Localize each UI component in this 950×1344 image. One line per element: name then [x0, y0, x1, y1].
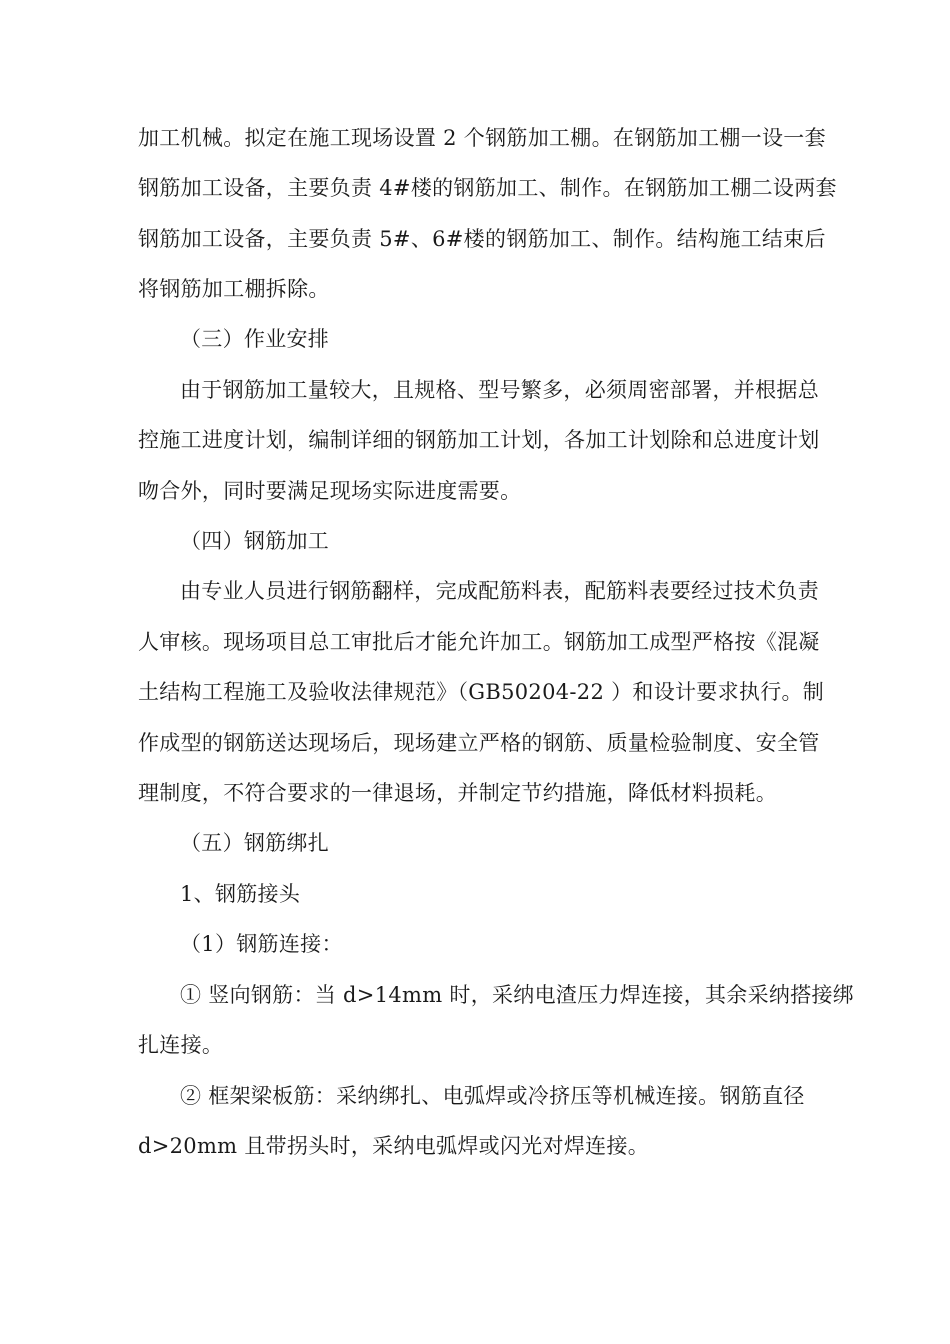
list-item-line: 扎连接。 [138, 1033, 224, 1057]
paragraph-line: 吻合外，同时要满足现场实际进度需要。 [138, 479, 522, 503]
paragraph-line: 土结构工程施工及验收法律规范》（GB50204-22 ）和设计要求执行。制 [138, 680, 825, 704]
paragraph-line: 理制度，不符合要求的一律退场，并制定节约措施，降低材料损耗。 [138, 781, 777, 805]
paragraph-line: 控施工进度计划，编制详细的钢筋加工计划，各加工计划除和总进度计划 [138, 428, 820, 452]
list-item-line: ② 框架梁板筋：采纳绑扎、电弧焊或冷挤压等机械连接。钢筋直径 [180, 1084, 805, 1108]
paragraph-line: 作成型的钢筋送达现场后，现场建立严格的钢筋、质量检验制度、安全管 [138, 731, 820, 755]
paragraph-line: 人审核。现场项目总工审批后才能允许加工。钢筋加工成型严格按《混凝 [138, 630, 820, 654]
paragraph-line: 钢筋加工设备，主要负责 4#楼的钢筋加工、制作。在钢筋加工棚二设两套 [138, 176, 837, 200]
list-item-line: ① 竖向钢筋：当 d>14mm 时，采纳电渣压力焊连接，其余采纳搭接绑 [180, 983, 855, 1007]
paragraph-line: 钢筋加工设备，主要负责 5#、6#楼的钢筋加工、制作。结构施工结束后 [138, 227, 826, 251]
paragraph-line: 由专业人员进行钢筋翻样，完成配筋料表，配筋料表要经过技术负责 [180, 579, 819, 603]
subsection-heading: （1）钢筋连接： [180, 932, 343, 956]
list-item-line: d>20mm 且带拐头时，采纳电弧焊或闪光对焊连接。 [138, 1134, 650, 1158]
section-heading: （三）作业安排 [180, 327, 330, 351]
paragraph-line: 由于钢筋加工量较大，且规格、型号繁多，必须周密部署，并根据总 [180, 378, 819, 402]
section-heading: （四）钢筋加工 [180, 529, 330, 553]
paragraph-line: 加工机械。拟定在施工现场设置 2 个钢筋加工棚。在钢筋加工棚一设一套 [138, 126, 826, 150]
section-heading: （五）钢筋绑扎 [180, 831, 330, 855]
subsection-heading: 1、钢筋接头 [180, 882, 301, 906]
paragraph-line: 将钢筋加工棚拆除。 [138, 277, 330, 301]
